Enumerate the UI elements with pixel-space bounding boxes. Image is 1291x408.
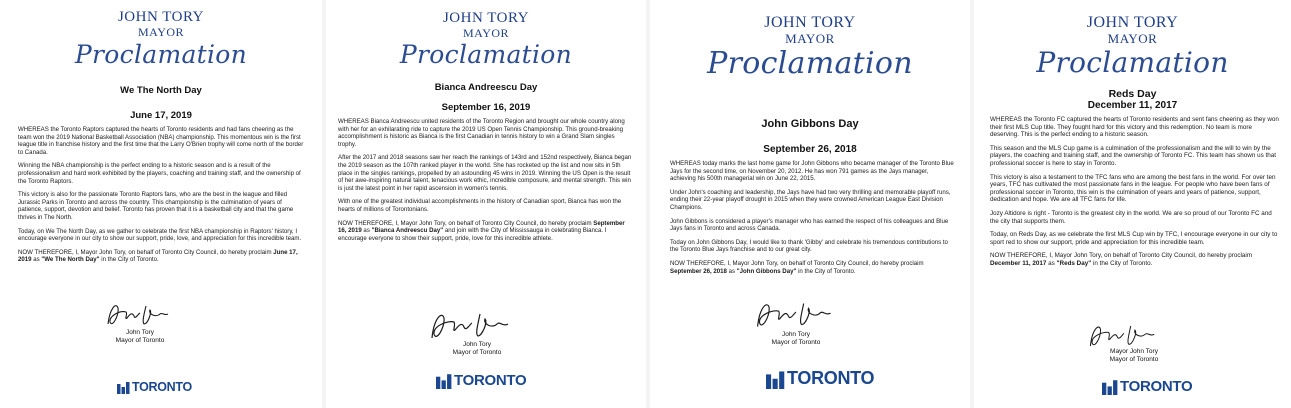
signature-image [422, 306, 522, 346]
mayor-name: JOHN TORY [442, 10, 530, 26]
paragraph: John Gibbons is considered a player's manager who has earned the respect of his colleagues and Blue Jays fans in Toronto and across Canada. [670, 217, 949, 233]
toronto-wordmark: TORONTO [787, 368, 875, 388]
closing-paragraph: NOW THEREFORE, I, Mayor John Tory, on behalf of Toronto City Council, do hereby proclaim September 26, 2018 as "John Gibbons Day" in the City of Toronto. [670, 259, 924, 275]
paragraph: This victory is also for the passionate Toronto Raptors fans, who are the best in the league and filled Jurassic Parks in Toronto and across the country. This championship is the culmination of years of patience, support, devotion and belief. Toronto has proven that it is a basketball city and that the game thrives in The North. [18, 191, 294, 221]
signer-title: Mayor of Toronto [771, 339, 821, 346]
mayor-role: MAYOR [462, 26, 510, 40]
mayor-role: MAYOR [1107, 31, 1158, 46]
signer-block [1089, 348, 1179, 364]
mayor-name: JOHN TORY [1086, 14, 1179, 31]
proclamation-heading: Proclamation [399, 40, 573, 69]
signer-title: Mayor of Toronto [115, 337, 165, 344]
paragraph: Under John's coaching and leadership, the Jays have had two very thrilling and memorable playoff runs, ending their 22-year playoff drought in 2015 when they were crowned American League East Division Champions. [670, 188, 951, 211]
paragraph: WHEREAS the Toronto FC captured the hearts of Toronto residents and sent fans cheering as they won their first MLS Cup title. They fought hard for this victory and this redemption. No team is more deserving. This is the perfect ending to a historic season. [990, 116, 1279, 139]
paragraph: Jozy Altidore is right - Toronto is the greatest city in the world. We are so proud of our Toronto FC and the city that supports them. [990, 209, 1272, 225]
proclamation-date: September 16, 2019 [441, 102, 531, 113]
closing-paragraph: NOW THEREFORE, I, Mayor John Tory, on behalf of Toronto City Council, do hereby proclaim September 16, 2019 as "Bianca Andreescu Day" and join with the City of Mississauga in celebrating Bianca. I encourage everyone to show their support, pride, love for this incredible athlete. [338, 219, 625, 242]
toronto-wordmark: TORONTO [1120, 378, 1193, 395]
paragraph: Today, on We The North Day, as we gather to celebrate the first NBA championship in Raptors' history, I encourage everyone in our city to show our support, pride, love, and appreciation for this incredible team. [18, 227, 302, 243]
mayor-name: JOHN TORY [117, 9, 205, 25]
proclamation-body [338, 118, 634, 248]
closing-paragraph: NOW THEREFORE, I, Mayor John Tory, on behalf of Toronto City Council, do hereby proclaim June 17, 2019 as "We The North Day" in the City of Toronto. [18, 248, 298, 264]
signer-block [746, 331, 846, 347]
mayor-role: MAYOR [137, 25, 185, 39]
proclamation-reds-day [974, 0, 1291, 408]
paragraph: This season and the MLS Cup game is a culmination of the professionalism and the will to win by the players, the coaching and training staff, and the ownership of Toronto FC. This team has shown us that professional soccer is here to stay in Toronto. [990, 144, 1276, 167]
proclamation-title: Reds Day [1108, 88, 1157, 100]
proclamation-john-gibbons [650, 0, 970, 408]
proclamation-body [670, 160, 954, 281]
proclamation-date: December 11, 2017 [1087, 100, 1178, 111]
paragraph: Today on John Gibbons Day, I would like to thank 'Gibby' and celebrate his tremendous contributions to the Toronto Blue Jays franchise and to our great city. [670, 238, 948, 254]
signature-image [748, 294, 844, 336]
city-hall-icon [117, 381, 130, 394]
paragraph: With one of the greatest individual accomplishments in the history of Canadian sport, Bianca has won the hearts of millions of Torontonians. [338, 198, 622, 213]
toronto-logo [1102, 378, 1192, 395]
proclamation-bianca-andreescu [326, 0, 646, 408]
signer-name: John Tory [125, 329, 155, 336]
proclamation-date: June 17, 2019 [130, 110, 192, 121]
signer-title: Mayor of Toronto [1109, 356, 1159, 363]
mayor-role: MAYOR [785, 31, 835, 46]
signer-block [100, 329, 180, 345]
proclamation-title: John Gibbons Day [761, 118, 859, 130]
proclamation-body [18, 126, 306, 270]
signer-title: Mayor of Toronto [452, 349, 502, 356]
toronto-wordmark: TORONTO [454, 372, 527, 389]
city-hall-icon [1102, 379, 1118, 395]
paragraph: WHEREAS the Toronto Raptors captured the hearts of Toronto residents and had fans cheering as the team won the 2019 National Basketball Association (NBA) championship. This momentous win is the first league title in franchise history and the first time that the Larry O'Brien trophy will come north of the border to Canada. [18, 126, 304, 156]
proclamation-heading: Proclamation [707, 46, 913, 81]
proclamation-we-the-north [0, 0, 322, 408]
toronto-logo [436, 372, 526, 389]
proclamation-heading: Proclamation [1036, 46, 1229, 79]
proclamation-title: We The North Day [120, 85, 202, 96]
closing-paragraph: NOW THEREFORE, I, Mayor John Tory, on behalf of Toronto City Council, do hereby proclaim December 11, 2017 as "Reds Day" in the City of Toronto. [990, 252, 1253, 267]
paragraph: Today, on Reds Day, as we celebrate the first MLS Cup win by TFC, I encourage everyone in our city to sport red to show our support, pride and appreciation for this incredible team. [990, 231, 1278, 246]
paragraph: Winning the NBA championship is the perfect ending to a historic season and is a result of the professionalism and hard work exhibited by the players, coaching and training staff, and the ownership of the Toronto Raptors. [18, 162, 301, 185]
signer-name: John Tory [781, 331, 811, 338]
toronto-wordmark: TORONTO [132, 380, 192, 394]
proclamation-body [990, 116, 1280, 274]
mayor-name: JOHN TORY [764, 14, 856, 31]
proclamation-heading: Proclamation [74, 40, 248, 69]
toronto-logo [766, 368, 874, 389]
proclamation-title: Bianca Andreescu Day [434, 82, 538, 93]
paragraph: This victory is also a testament to the TFC fans who are among the best fans in the world. For over ten years, TFC has cultivated the most passionate fans in the league. For people who have been fans of professional soccer in Toronto, this win is the culmination of years and years of patience, support, dedication and hope. We are all TFC fans for life. [990, 173, 1276, 204]
proclamation-date: September 26, 2018 [763, 144, 857, 155]
toronto-logo [117, 380, 192, 394]
signer-name: Mayor John Tory [1110, 348, 1158, 355]
signer-block [432, 341, 522, 357]
paragraph: After the 2017 and 2018 seasons saw her reach the rankings of 143rd and 152nd respectively, Bianca began the 2019 season as the 107th ranked player in the world. She has rocketed up the list and now sits in 5th place in the singles rankings, propelled by an astounding 45 wins in 2019. Winning the US Open is the result of her awe-inspiring natural talent, tenacious work ethic, incredible composure, and mental strength. This win is just the latest point in her rapid ascension in women's tennis. [338, 154, 632, 192]
city-hall-icon [436, 373, 452, 389]
signer-name: John Tory [462, 341, 492, 348]
signature-image [100, 298, 178, 332]
city-hall-icon [766, 370, 785, 389]
paragraph: WHEREAS today marks the last home game for John Gibbons who became manager of the Toronto Blue Jays for the second time, on November 20, 2012. He has won 791 games as the Jays manager, achieving his 500th managerial win on June 22, 2015. [670, 160, 954, 183]
paragraph: WHEREAS Bianca Andreescu united residents of the Toronto Region and brought our whole country along with her for an exhilarating ride to capture the 2019 US Open Tennis Championship. This ground-breaking accomplishment is historic as Bianca is the first Canadian in tennis history to win a Grand Slam singles trophy. [338, 118, 625, 148]
